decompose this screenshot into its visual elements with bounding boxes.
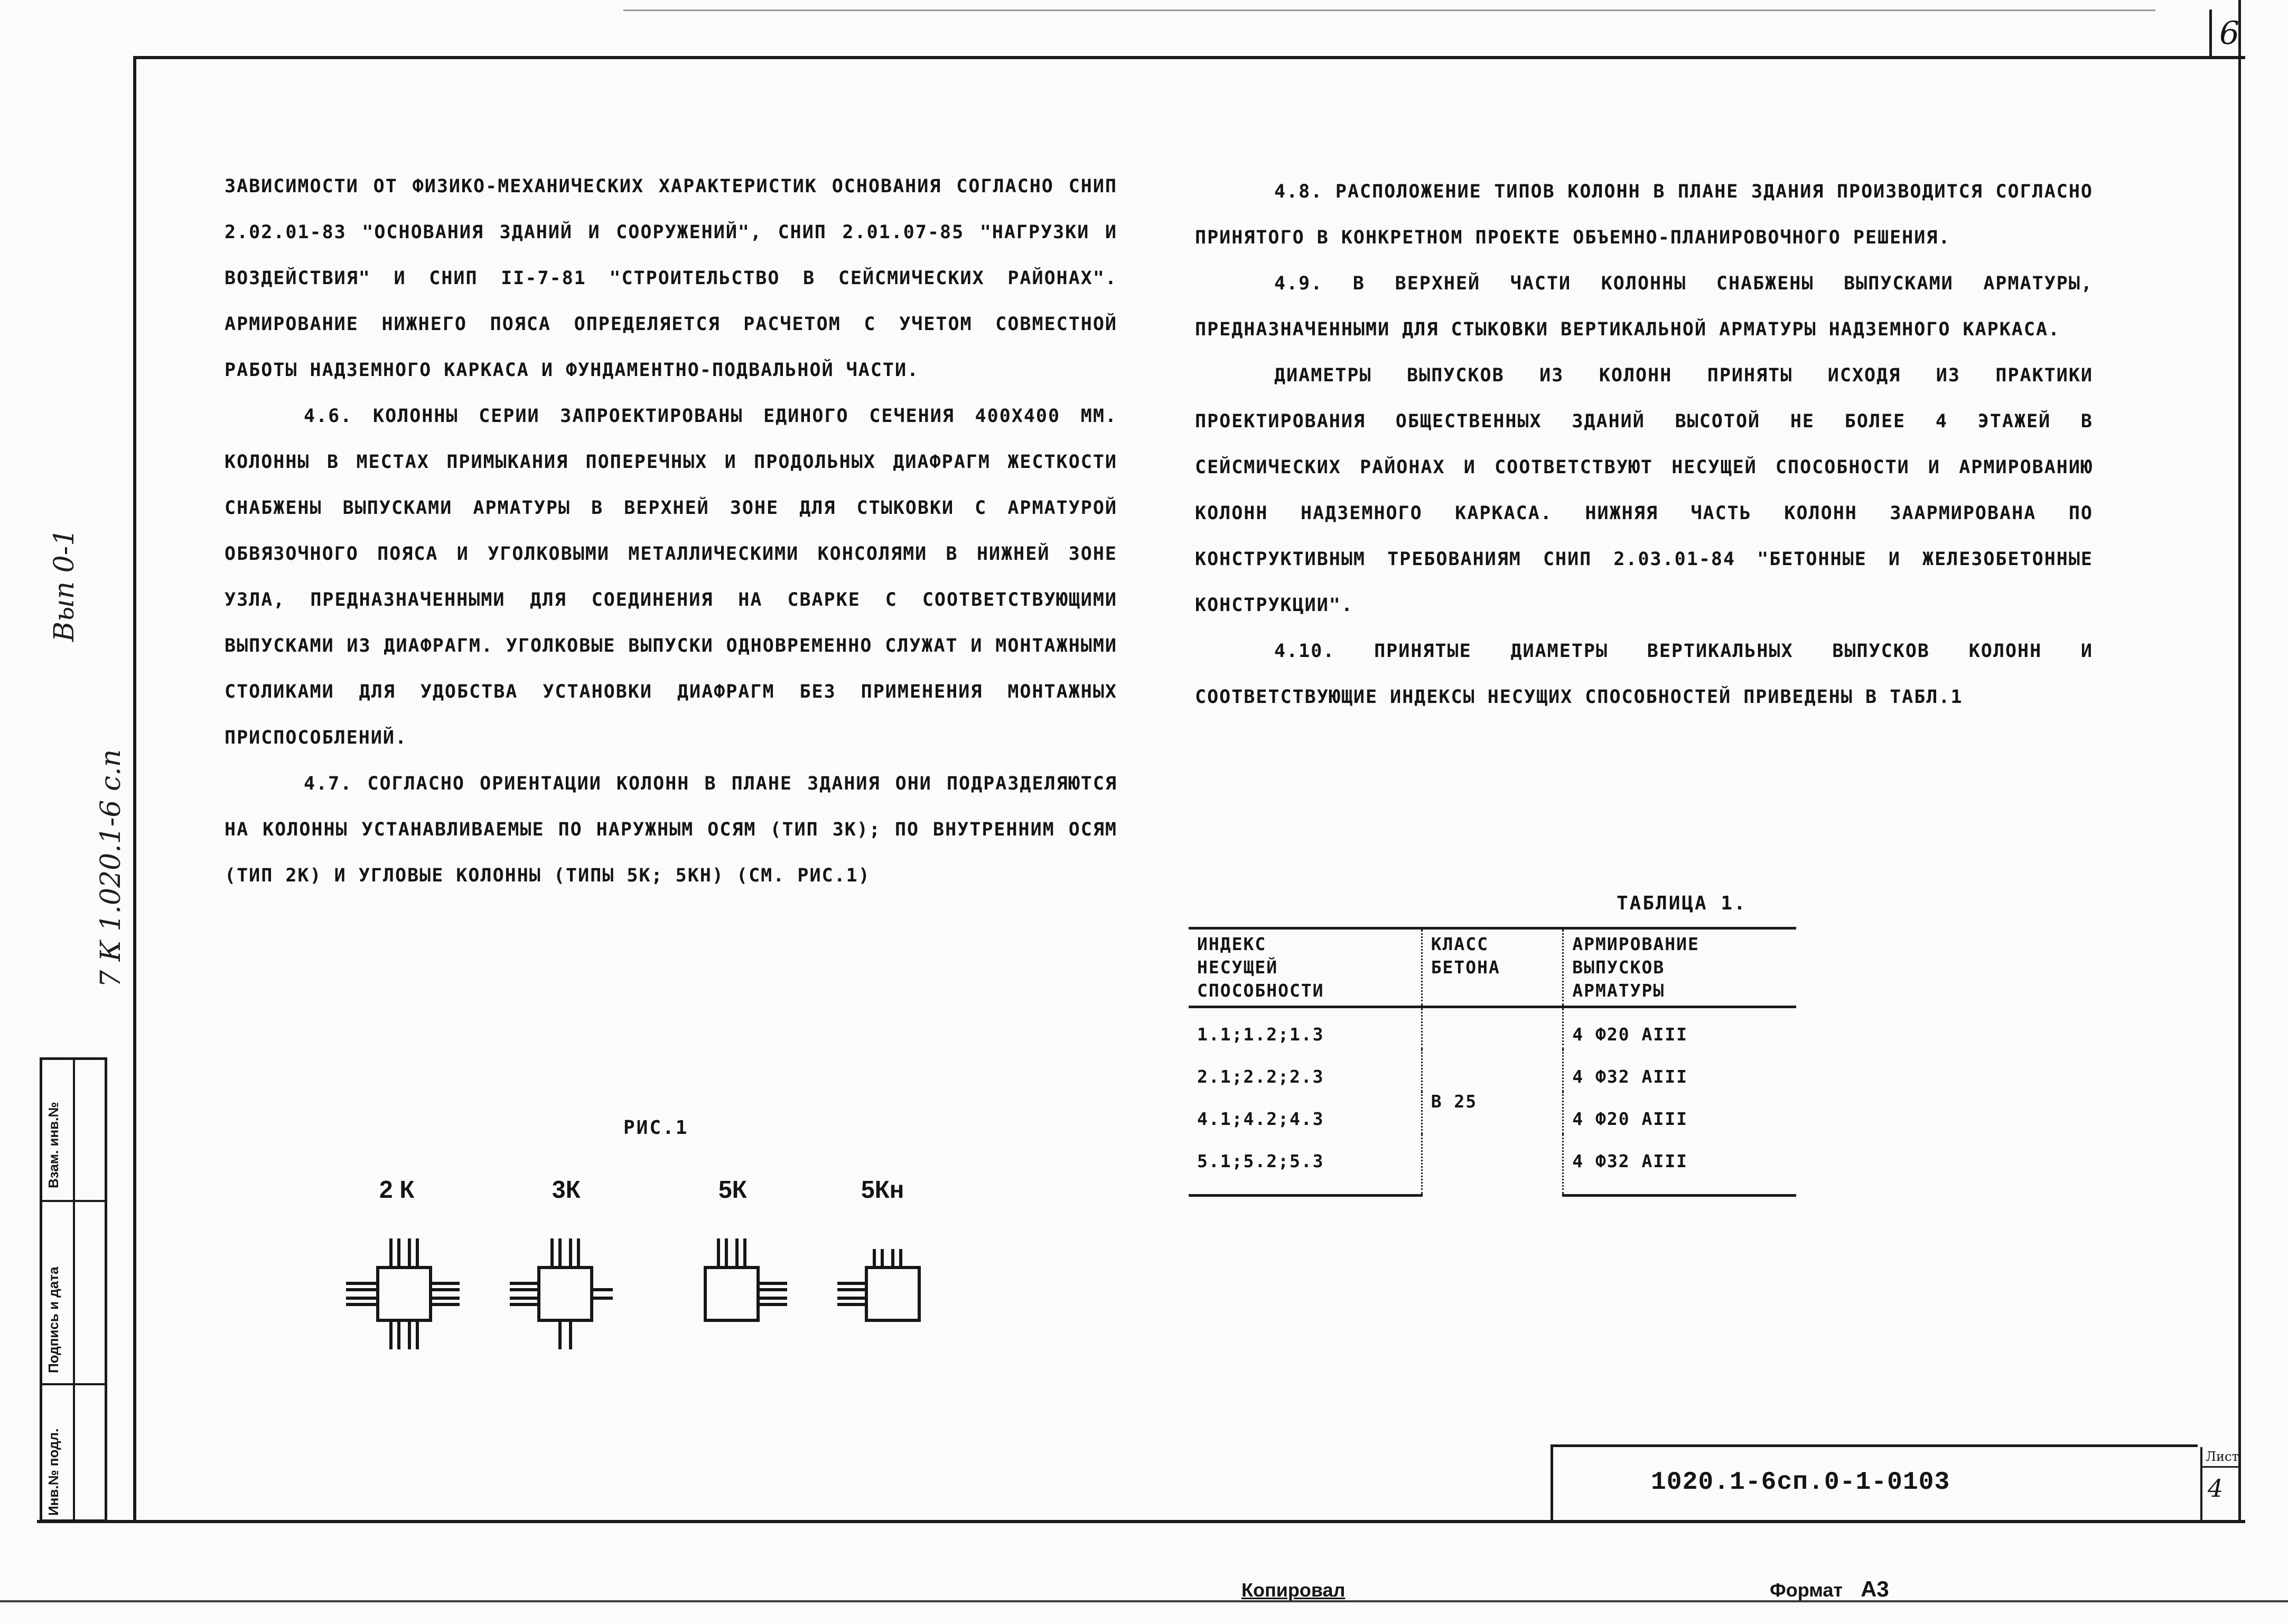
page-number: 6 [2219,15,2240,52]
table-header-row [1189,928,1796,1007]
table-cell-rebar: 4 Ф20 АIII [1563,1092,1796,1134]
side-label-series: 7 К 1.020.1-6 с.п [95,749,127,988]
column-type-5kn-label: 5Кн [861,1176,904,1203]
stamp-cell-replace: Взам. инв.№ [45,1102,61,1188]
table-cell-index: 2.1;2.2;2.3 [1197,1066,1324,1087]
column-type-2k-label: 2 К [379,1176,415,1203]
column-5k-icon [705,1238,787,1320]
right-paragraph-diameters: ДИАМЕТРЫ ВЫПУСКОВ ИЗ КОЛОНН ПРИНЯТЫ ИСХОДЯ ИЗ ПРАКТИКИ ПРОЕКТИРОВАНИЯ ОБЩЕСТВЕННЫХ ЗДАНИЙ ВЫСОТОЙ НЕ БОЛЕЕ 4 ЭТАЖЕЙ В СЕЙСМИЧЕСКИХ РАЙОНАХ И СООТВЕТСТВУЮТ НЕСУЩЕЙ СПОСОБНОСТИ И АРМИРОВАНИЮ КОЛОНН НАДЗЕМНОГО КАРКАСА. НИЖНЯЯ ЧАСТЬ КОЛОНН ЗААРМИРОВАНА ПО КОНСТРУКТИВНЫМ ТРЕБОВАНИЯМ СНИП 2.03.01-84 "БЕТОННЫЕ И ЖЕЛЕЗОБЕТОННЫЕ КОНСТРУКЦИИ". [1195,365,2093,616]
column-2k-icon [346,1238,460,1349]
right-paragraph-4-10: 4.10. ПРИНЯТЫЕ ДИАМЕТРЫ ВЕРТИКАЛЬНЫХ ВЫПУСКОВ КОЛОНН И СООТВЕТСТВУЮЩИЕ ИНДЕКСЫ НЕСУЩИХ СПОСОБНОСТЕЙ ПРИВЕДЕНЫ В ТАБЛ.1 [1195,641,2093,708]
left-paragraph-4-7: 4.7. СОГЛАСНО ОРИЕНТАЦИИ КОЛОНН В ПЛАНЕ ЗДАНИЯ ОНИ ПОДРАЗДЕЛЯЮТСЯ НА КОЛОННЫ УСТАНАВЛИВАЕМЫЕ ПО НАРУЖНЫМ ОСЯМ (ТИП 3К); ПО ВНУТРЕННИМ ОСЯМ (ТИП 2К) И УГЛОВЫЕ КОЛОННЫ (ТИПЫ 5К; 5КН) (СМ. РИС.1) [225,773,1117,886]
frame-right [2238,0,2241,1523]
table-cell-index: 4.1;4.2;4.3 [1197,1109,1324,1129]
side-label-issue: Вып 0-1 [49,528,80,642]
format-block [1770,1576,1889,1602]
sheet-number: 4 [2208,1474,2224,1503]
table-cell-index: 1.1;1.2;1.3 [1197,1024,1324,1045]
table-row [1189,1007,1796,1050]
header-concrete: КЛАСС БЕТОНА [1422,928,1563,1007]
column-3k-icon [510,1238,613,1349]
copied-label: Копировал [1241,1579,1346,1601]
table-cell-index: 5.1;5.2;5.3 [1189,1134,1422,1196]
figure-caption: РИС.1 [623,1117,689,1139]
sheet-box [2200,1447,2238,1521]
page-number-box [2209,10,2241,57]
column-type-3k-label: 3К [552,1176,581,1203]
table-cell-rebar: 4 Ф20 АIII [1563,1007,1796,1050]
left-paragraph-4-6: 4.6. КОЛОННЫ СЕРИИ ЗАПРОЕКТИРОВАНЫ ЕДИНОГО СЕЧЕНИЯ 400Х400 ММ. КОЛОННЫ В МЕСТАХ ПРИМЫКАНИЯ ПОПЕРЕЧНЫХ И ПРОДОЛЬНЫХ ДИАФРАГМ ЖЕСТКОСТИ СНАБЖЕНЫ ВЫПУСКАМИ АРМАТУРЫ В ВЕРХНЕЙ ЗОНЕ ДЛЯ СТЫКОВКИ С АРМАТУРОЙ ОБВЯЗОЧНОГО ПОЯСА И УГОЛКОВЫМИ МЕТАЛЛИЧЕСКИМИ КОНСОЛЯМИ В НИЖНЕЙ ЗОНЕ УЗЛА, ПРЕДНАЗНАЧЕННЫМИ ДЛЯ СОЕДИНЕНИЯ НА СВАРКЕ С СООТВЕТСТВУЮЩИМИ ВЫПУСКАМИ ИЗ ДИАФРАГМ. УГОЛКОВЫЕ ВЫПУСКИ ОДНОВРЕМЕННО СЛУЖАТ И МОНТАЖНЫМИ СТОЛИКАМИ ДЛЯ УДОБСТВА УСТАНОВКИ ДИАФРАГМ БЕЗ ПРИМЕНЕНИЯ МОНТАЖНЫХ ПРИСПОСОБЛЕНИЙ. [225,406,1117,748]
table-cell-rebar: 4 Ф32 АIII [1563,1049,1796,1092]
top-edge-dash [623,10,2155,11]
frame-left [133,56,136,1523]
stamp-cell-signature: Подпись и дата [45,1266,61,1373]
right-paragraph-4-9: 4.9. В ВЕРХНЕЙ ЧАСТИ КОЛОННЫ СНАБЖЕНЫ ВЫПУСКАМИ АРМАТУРЫ, ПРЕДНАЗНАЧЕННЫМИ ДЛЯ СТЫКОВКИ ВЕРТИКАЛЬНОЙ АРМАТУРЫ НАДЗЕМНОГО КАРКАСА. [1195,273,2093,340]
format-label: Формат [1770,1579,1843,1601]
table-1 [1189,927,1796,1197]
left-paragraph-1: ЗАВИСИМОСТИ ОТ ФИЗИКО-МЕХАНИЧЕСКИХ ХАРАКТЕРИСТИК ОСНОВАНИЯ СОГЛАСНО СНИП 2.02.01-83 "ОСНОВАНИЯ ЗДАНИЙ И СООРУЖЕНИЙ", СНИП 2.01.07-85 "НАГРУЗКИ И ВОЗДЕЙСТВИЯ" И СНИП II-7-81 "СТРОИТЕЛЬСТВО В СЕЙСМИЧЕСКИХ РАЙОНАХ". АРМИРОВАНИЕ НИЖНЕГО ПОЯСА ОПРЕДЕЛЯЕТСЯ РАСЧЕТОМ С УЧЕТОМ СОВМЕСТНОЙ РАБОТЫ НАДЗЕМНОГО КАРКАСА И ФУНДАМЕНТНО-ПОДВАЛЬНОЙ ЧАСТИ. [225,176,1117,381]
right-column [1195,169,2093,720]
frame-top [135,56,2245,59]
header-index: ИНДЕКС НЕСУЩЕЙ СПОСОБНОСТИ [1189,928,1422,1007]
left-column [225,164,1117,899]
document-code: 1020.1-6сп.0-1-0103 [1651,1468,1950,1497]
table-cell-concrete: В 25 [1422,1007,1563,1196]
right-paragraph-4-8: 4.8. РАСПОЛОЖЕНИЕ ТИПОВ КОЛОНН В ПЛАНЕ ЗДАНИЯ ПРОИЗВОДИТСЯ СОГЛАСНО ПРИНЯТОГО В КОНКРЕТНОМ ПРОЕКТЕ ОБЪЕМНО-ПЛАНИРОВОЧНОГО РЕШЕНИЯ. [1195,181,2093,248]
title-block [1551,1444,2198,1523]
column-5kn-icon [837,1249,919,1320]
format-value: А3 [1861,1576,1889,1601]
header-rebar: АРМИРОВАНИЕ ВЫПУСКОВ АРМАТУРЫ [1563,928,1796,1007]
table-cell-rebar: 4 Ф32 АIII [1563,1134,1796,1196]
bottom-edge-line [0,1600,2288,1602]
column-type-5k-label: 5К [718,1176,747,1203]
column-types-figure [328,1231,951,1368]
stamp-cell-inv: Инв.№ подл. [45,1428,61,1516]
sheet-label: Лист [2202,1447,2238,1468]
table-title: ТАБЛИЦА 1. [1617,893,1747,914]
